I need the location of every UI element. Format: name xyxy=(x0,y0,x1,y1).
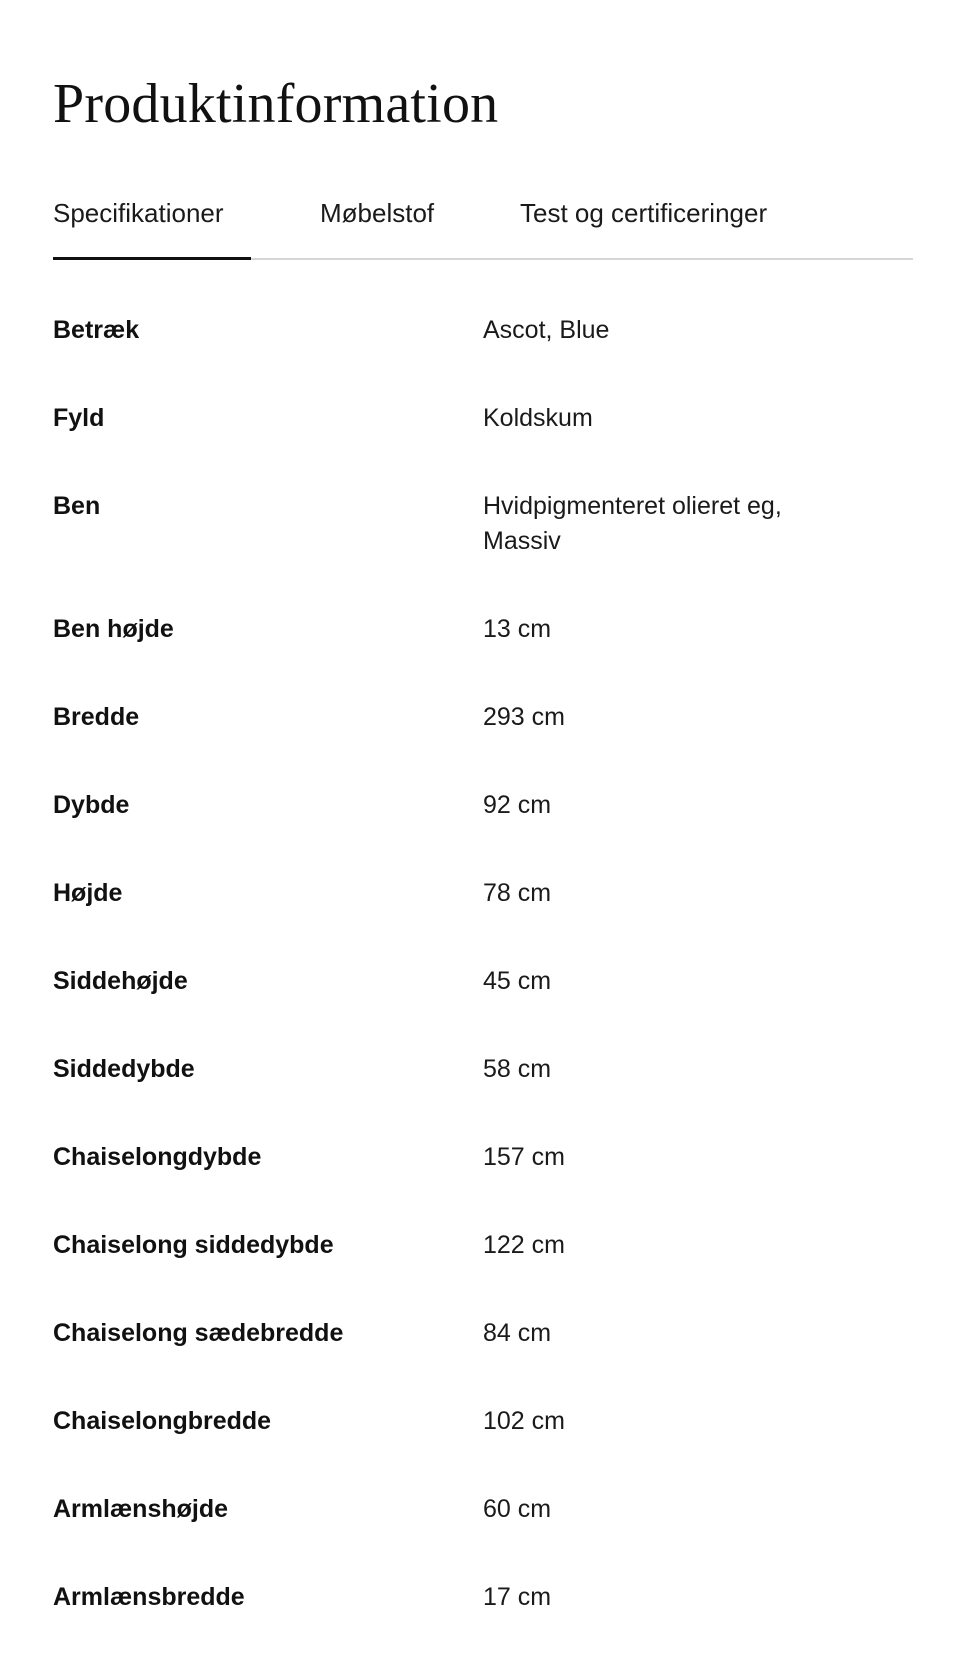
spec-row-bredde xyxy=(53,700,913,788)
spec-row-ben-hojde xyxy=(53,612,913,700)
page-title: Produktinformation xyxy=(53,73,499,135)
spec-label: Chaiselong sædebredde xyxy=(53,1319,344,1347)
spec-value: 58 cm xyxy=(483,1055,552,1083)
spec-value: 78 cm xyxy=(483,879,552,907)
spec-label: Dybde xyxy=(53,791,130,819)
spec-value: 92 cm xyxy=(483,791,552,819)
tab-mobelstof[interactable]: Møbelstof xyxy=(320,198,435,228)
spec-value: 122 cm xyxy=(483,1231,565,1259)
active-tab-indicator xyxy=(53,257,251,260)
spec-label: Siddehøjde xyxy=(53,967,188,995)
spec-row-betraek xyxy=(53,313,913,401)
spec-row-armlaensbredde xyxy=(53,1580,913,1668)
spec-row-ben xyxy=(53,489,913,612)
spec-label: Betræk xyxy=(53,316,140,344)
spec-label: Ben xyxy=(53,492,101,520)
spec-row-fyld xyxy=(53,401,913,489)
spec-label: Chaiselongdybde xyxy=(53,1143,262,1171)
spec-row-dybde xyxy=(53,788,913,876)
spec-value: 102 cm xyxy=(483,1407,565,1435)
spec-label: Chaiselongbredde xyxy=(53,1407,272,1435)
spec-list xyxy=(53,313,913,1668)
tab-bar xyxy=(53,188,913,260)
spec-row-siddehojde xyxy=(53,964,913,1052)
spec-value xyxy=(483,489,913,559)
spec-row-siddedybde xyxy=(53,1052,913,1140)
spec-row-chaiselongbredde xyxy=(53,1404,913,1492)
tab-specifikationer[interactable]: Specifikationer xyxy=(53,198,224,228)
spec-label: Ben højde xyxy=(53,615,174,643)
spec-label: Siddedybde xyxy=(53,1055,195,1083)
spec-value: 84 cm xyxy=(483,1319,552,1347)
spec-value-line: Massiv xyxy=(483,527,561,555)
spec-row-chaiselongdybde xyxy=(53,1140,913,1228)
spec-label: Armlænsbredde xyxy=(53,1583,245,1611)
spec-label: Højde xyxy=(53,879,123,907)
tab-test-og-certificeringer[interactable]: Test og certificeringer xyxy=(520,198,768,228)
spec-value: 157 cm xyxy=(483,1143,565,1171)
spec-label: Bredde xyxy=(53,703,140,731)
spec-label: Chaiselong siddedybde xyxy=(53,1231,334,1259)
spec-row-chaiselong-siddedybde xyxy=(53,1228,913,1316)
spec-row-chaiselong-saedebredde xyxy=(53,1316,913,1404)
spec-value: 293 cm xyxy=(483,703,565,731)
spec-row-armlaenshojde xyxy=(53,1492,913,1580)
spec-value: 60 cm xyxy=(483,1495,552,1523)
spec-value: Koldskum xyxy=(483,404,593,432)
spec-label: Fyld xyxy=(53,404,105,432)
spec-value: 45 cm xyxy=(483,967,552,995)
spec-value: 17 cm xyxy=(483,1583,552,1611)
spec-label: Armlænshøjde xyxy=(53,1495,229,1523)
spec-value-line: Hvidpigmenteret olieret eg, xyxy=(483,492,782,520)
spec-row-hojde xyxy=(53,876,913,964)
spec-value: Ascot, Blue xyxy=(483,316,610,344)
spec-value: 13 cm xyxy=(483,615,552,643)
